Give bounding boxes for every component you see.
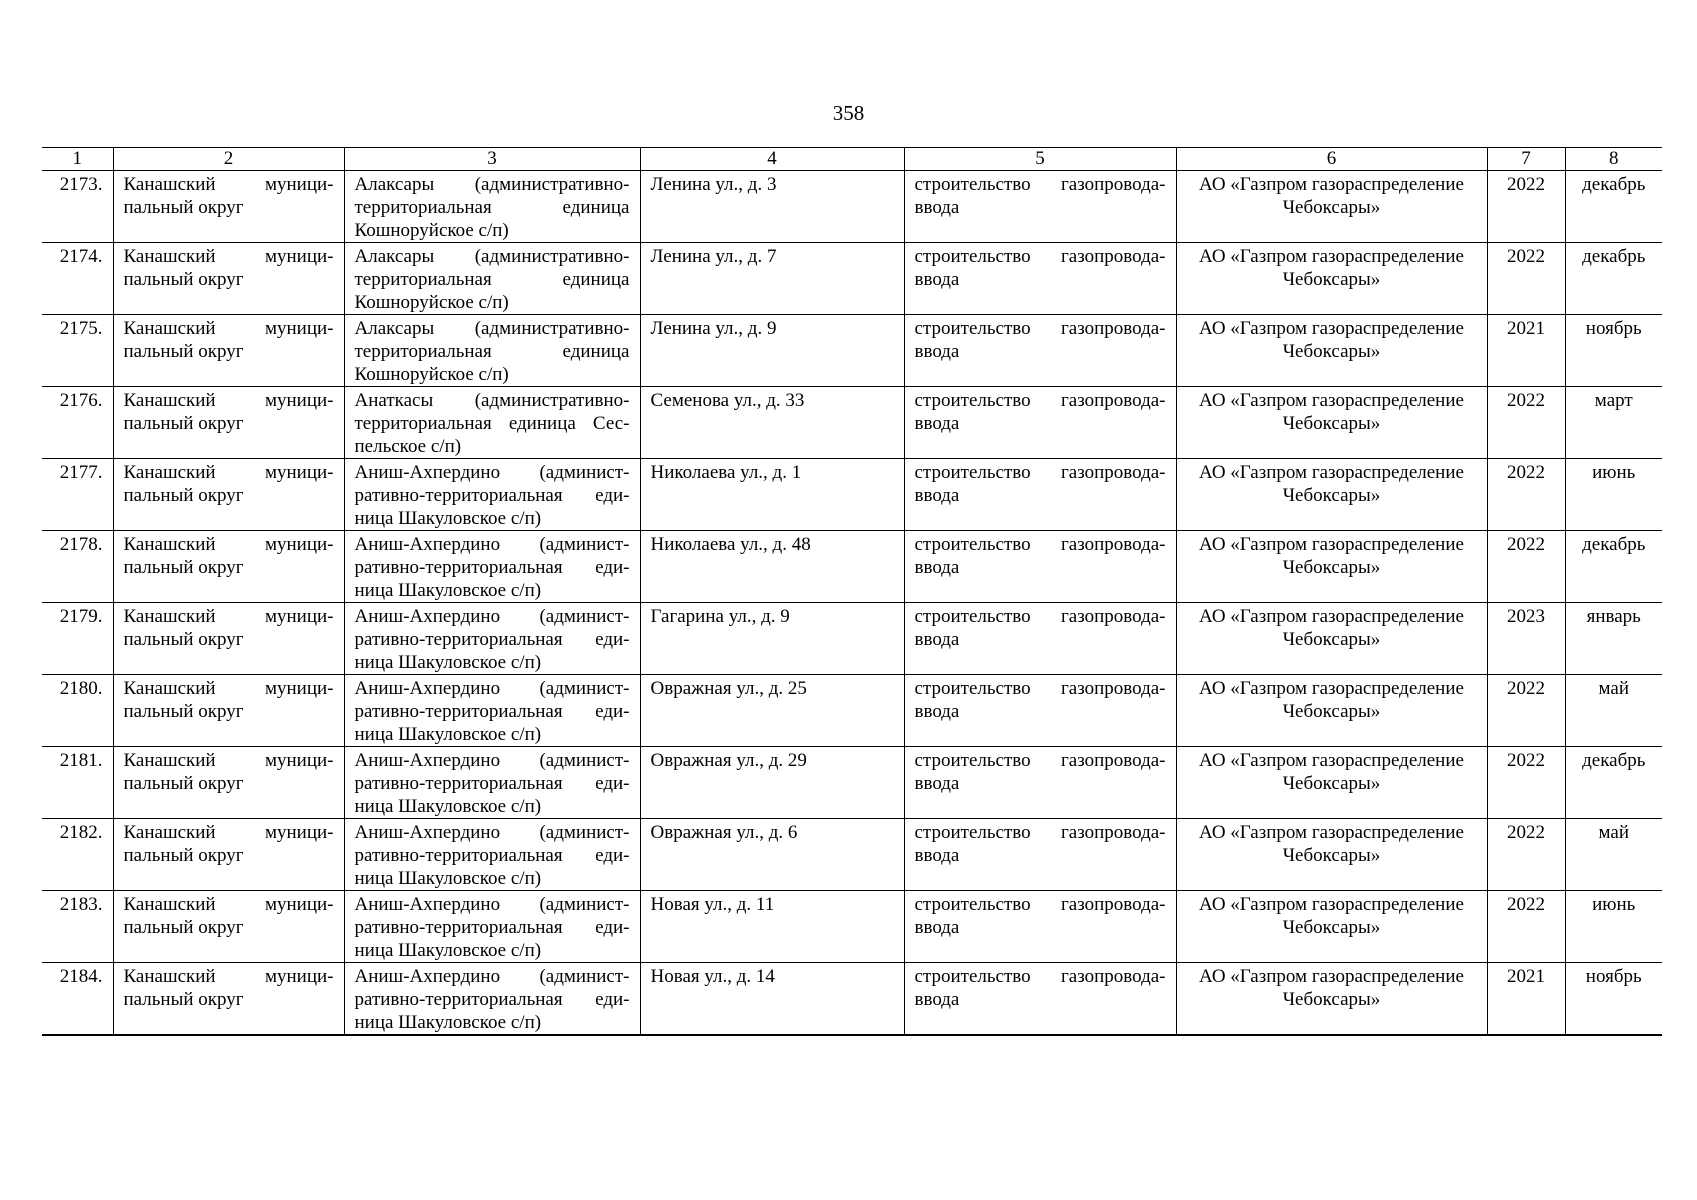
locality-cell: Алаксары (административно-территориальная единица Кошноруйское с/п) bbox=[344, 243, 640, 315]
table-row bbox=[42, 963, 1662, 1036]
work-type-cell: строительство газопровода-ввода bbox=[904, 963, 1176, 1036]
row-number: 2178. bbox=[42, 531, 113, 603]
organization-cell: АО «Газпром газораспределение Чебоксары» bbox=[1176, 459, 1487, 531]
table-row bbox=[42, 747, 1662, 819]
address-cell: Новая ул., д. 11 bbox=[640, 891, 904, 963]
month-cell: декабрь bbox=[1565, 531, 1662, 603]
work-type-cell: строительство газопровода-ввода bbox=[904, 315, 1176, 387]
row-number: 2182. bbox=[42, 819, 113, 891]
month-cell: май bbox=[1565, 675, 1662, 747]
organization-cell: АО «Газпром газораспределение Чебоксары» bbox=[1176, 963, 1487, 1036]
table-header bbox=[42, 148, 1662, 171]
row-number: 2176. bbox=[42, 387, 113, 459]
year-cell: 2022 bbox=[1487, 747, 1565, 819]
year-cell: 2021 bbox=[1487, 963, 1565, 1036]
month-cell: июнь bbox=[1565, 891, 1662, 963]
locality-cell: Аниш-Ахпердино (админист-ративно-территориальная еди-ница Шакуловское с/п) bbox=[344, 819, 640, 891]
address-cell: Ленина ул., д. 9 bbox=[640, 315, 904, 387]
page-number: 358 bbox=[832, 101, 865, 125]
locality-cell: Аниш-Ахпердино (админист-ративно-территориальная еди-ница Шакуловское с/п) bbox=[344, 459, 640, 531]
row-number: 2173. bbox=[42, 171, 113, 243]
district-cell: Канашский муници-пальный округ bbox=[113, 243, 344, 315]
address-cell: Новая ул., д. 14 bbox=[640, 963, 904, 1036]
district-cell: Канашский муници-пальный округ bbox=[113, 819, 344, 891]
column-header: 7 bbox=[1487, 148, 1565, 171]
organization-cell: АО «Газпром газораспределение Чебоксары» bbox=[1176, 243, 1487, 315]
column-header: 6 bbox=[1176, 148, 1487, 171]
table-body bbox=[42, 171, 1662, 1036]
district-cell: Канашский муници-пальный округ bbox=[113, 675, 344, 747]
column-header: 1 bbox=[42, 148, 113, 171]
organization-cell: АО «Газпром газораспределение Чебоксары» bbox=[1176, 603, 1487, 675]
locality-cell: Анаткасы (административно-территориальная единица Сес-пельское с/п) bbox=[344, 387, 640, 459]
organization-cell: АО «Газпром газораспределение Чебоксары» bbox=[1176, 315, 1487, 387]
month-cell: январь bbox=[1565, 603, 1662, 675]
year-cell: 2021 bbox=[1487, 315, 1565, 387]
table-row bbox=[42, 531, 1662, 603]
work-type-cell: строительство газопровода-ввода bbox=[904, 387, 1176, 459]
locality-cell: Аниш-Ахпердино (админист-ративно-территориальная еди-ница Шакуловское с/п) bbox=[344, 963, 640, 1036]
address-cell: Николаева ул., д. 1 bbox=[640, 459, 904, 531]
address-cell: Ленина ул., д. 7 bbox=[640, 243, 904, 315]
work-type-cell: строительство газопровода-ввода bbox=[904, 243, 1176, 315]
district-cell: Канашский муници-пальный округ bbox=[113, 603, 344, 675]
address-cell: Овражная ул., д. 6 bbox=[640, 819, 904, 891]
year-cell: 2022 bbox=[1487, 459, 1565, 531]
row-number: 2183. bbox=[42, 891, 113, 963]
organization-cell: АО «Газпром газораспределение Чебоксары» bbox=[1176, 675, 1487, 747]
year-cell: 2022 bbox=[1487, 891, 1565, 963]
year-cell: 2022 bbox=[1487, 531, 1565, 603]
month-cell: ноябрь bbox=[1565, 315, 1662, 387]
address-cell: Овражная ул., д. 25 bbox=[640, 675, 904, 747]
column-number-row bbox=[42, 148, 1662, 171]
organization-cell: АО «Газпром газораспределение Чебоксары» bbox=[1176, 891, 1487, 963]
district-cell: Канашский муници-пальный округ bbox=[113, 315, 344, 387]
year-cell: 2022 bbox=[1487, 387, 1565, 459]
district-cell: Канашский муници-пальный округ bbox=[113, 459, 344, 531]
organization-cell: АО «Газпром газораспределение Чебоксары» bbox=[1176, 747, 1487, 819]
district-cell: Канашский муници-пальный округ bbox=[113, 963, 344, 1036]
work-type-cell: строительство газопровода-ввода bbox=[904, 171, 1176, 243]
year-cell: 2023 bbox=[1487, 603, 1565, 675]
address-cell: Николаева ул., д. 48 bbox=[640, 531, 904, 603]
month-cell: декабрь bbox=[1565, 747, 1662, 819]
month-cell: май bbox=[1565, 819, 1662, 891]
row-number: 2174. bbox=[42, 243, 113, 315]
year-cell: 2022 bbox=[1487, 819, 1565, 891]
column-header: 5 bbox=[904, 148, 1176, 171]
district-cell: Канашский муници-пальный округ bbox=[113, 891, 344, 963]
row-number: 2181. bbox=[42, 747, 113, 819]
locality-cell: Аниш-Ахпердино (админист-ративно-территориальная еди-ница Шакуловское с/п) bbox=[344, 891, 640, 963]
column-header: 4 bbox=[640, 148, 904, 171]
month-cell: декабрь bbox=[1565, 171, 1662, 243]
district-cell: Канашский муници-пальный округ bbox=[113, 171, 344, 243]
year-cell: 2022 bbox=[1487, 675, 1565, 747]
organization-cell: АО «Газпром газораспределение Чебоксары» bbox=[1176, 387, 1487, 459]
row-number: 2179. bbox=[42, 603, 113, 675]
row-number: 2175. bbox=[42, 315, 113, 387]
organization-cell: АО «Газпром газораспределение Чебоксары» bbox=[1176, 819, 1487, 891]
row-number: 2177. bbox=[42, 459, 113, 531]
work-type-cell: строительство газопровода-ввода bbox=[904, 819, 1176, 891]
work-type-cell: строительство газопровода-ввода bbox=[904, 531, 1176, 603]
table-row bbox=[42, 171, 1662, 243]
table-row bbox=[42, 243, 1662, 315]
table-row bbox=[42, 459, 1662, 531]
locality-cell: Аниш-Ахпердино (админист-ративно-территориальная еди-ница Шакуловское с/п) bbox=[344, 531, 640, 603]
month-cell: июнь bbox=[1565, 459, 1662, 531]
gas-connection-table bbox=[42, 147, 1662, 1036]
address-cell: Семенова ул., д. 33 bbox=[640, 387, 904, 459]
work-type-cell: строительство газопровода-ввода bbox=[904, 675, 1176, 747]
table-row bbox=[42, 675, 1662, 747]
work-type-cell: строительство газопровода-ввода bbox=[904, 747, 1176, 819]
table-row bbox=[42, 891, 1662, 963]
organization-cell: АО «Газпром газораспределение Чебоксары» bbox=[1176, 531, 1487, 603]
table-row bbox=[42, 603, 1662, 675]
month-cell: март bbox=[1565, 387, 1662, 459]
locality-cell: Аниш-Ахпердино (админист-ративно-территориальная еди-ница Шакуловское с/п) bbox=[344, 675, 640, 747]
row-number: 2180. bbox=[42, 675, 113, 747]
organization-cell: АО «Газпром газораспределение Чебоксары» bbox=[1176, 171, 1487, 243]
month-cell: декабрь bbox=[1565, 243, 1662, 315]
locality-cell: Аниш-Ахпердино (админист-ративно-территориальная еди-ница Шакуловское с/п) bbox=[344, 603, 640, 675]
district-cell: Канашский муници-пальный округ bbox=[113, 531, 344, 603]
column-header: 3 bbox=[344, 148, 640, 171]
district-cell: Канашский муници-пальный округ bbox=[113, 387, 344, 459]
address-cell: Ленина ул., д. 3 bbox=[640, 171, 904, 243]
district-cell: Канашский муници-пальный округ bbox=[113, 747, 344, 819]
year-cell: 2022 bbox=[1487, 171, 1565, 243]
table-row bbox=[42, 387, 1662, 459]
column-header: 8 bbox=[1565, 148, 1662, 171]
locality-cell: Алаксары (административно-территориальная единица Кошноруйское с/п) bbox=[344, 315, 640, 387]
year-cell: 2022 bbox=[1487, 243, 1565, 315]
locality-cell: Аниш-Ахпердино (админист-ративно-территориальная еди-ница Шакуловское с/п) bbox=[344, 747, 640, 819]
month-cell: ноябрь bbox=[1565, 963, 1662, 1036]
work-type-cell: строительство газопровода-ввода bbox=[904, 459, 1176, 531]
column-header: 2 bbox=[113, 148, 344, 171]
address-cell: Гагарина ул., д. 9 bbox=[640, 603, 904, 675]
row-number: 2184. bbox=[42, 963, 113, 1036]
locality-cell: Алаксары (административно-территориальная единица Кошноруйское с/п) bbox=[344, 171, 640, 243]
table-row bbox=[42, 315, 1662, 387]
table-row bbox=[42, 819, 1662, 891]
work-type-cell: строительство газопровода-ввода bbox=[904, 891, 1176, 963]
work-type-cell: строительство газопровода-ввода bbox=[904, 603, 1176, 675]
address-cell: Овражная ул., д. 29 bbox=[640, 747, 904, 819]
